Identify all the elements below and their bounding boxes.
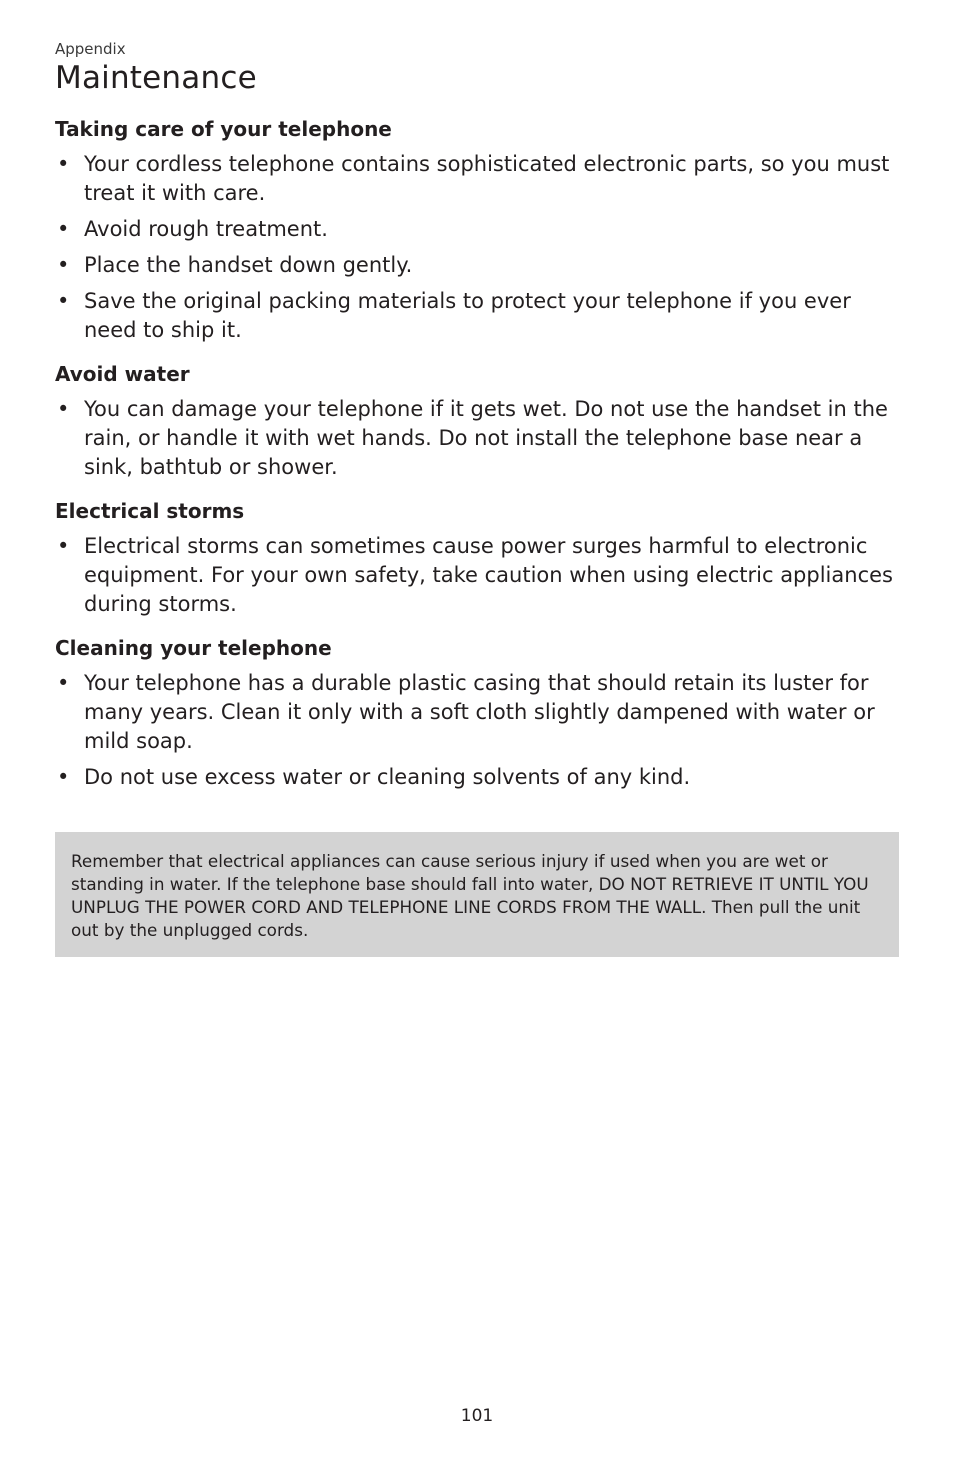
bullet-icon: • — [57, 671, 70, 695]
list-item — [55, 215, 899, 244]
bullet-icon: • — [57, 217, 70, 241]
bullet-icon: • — [57, 152, 70, 176]
list-item-text: Your telephone has a durable plastic casing that should retain its luster for many years. Clean it only with a soft cloth slightly dampened with water or mild soap. — [84, 671, 875, 753]
list-item — [55, 395, 899, 482]
list-item-text: Save the original packing materials to protect your telephone if you ever need to ship it. — [84, 289, 851, 342]
list-item-text: Electrical storms can sometimes cause power surges harmful to electronic equipment. For your own safety, take caution when using electric appliances during storms. — [84, 534, 893, 616]
list-item — [55, 150, 899, 208]
list-item — [55, 669, 899, 756]
bullet-icon: • — [57, 534, 70, 558]
section-avoid-water — [55, 361, 899, 482]
warning-note: Remember that electrical appliances can cause serious injury if used when you are wet or standing in water. If the telephone base should fall into water, DO NOT RETRIEVE IT UNTIL YOU UNPLUG THE POWER CORD AND TELEPHONE LINE CORDS FROM THE WALL. Then pull the unit out by the unplugged cords. — [55, 832, 899, 957]
bullet-icon: • — [57, 289, 70, 313]
bullet-icon: • — [57, 765, 70, 789]
section-taking-care — [55, 116, 899, 345]
content — [55, 116, 899, 808]
section-label: Appendix — [55, 40, 126, 58]
list-item-text: Do not use excess water or cleaning solvents of any kind. — [84, 765, 691, 789]
bullet-list — [55, 395, 899, 482]
list-item — [55, 287, 899, 345]
bullet-icon: • — [57, 253, 70, 277]
bullet-icon: • — [57, 397, 70, 421]
section-heading: Cleaning your telephone — [55, 636, 332, 660]
list-item-text: Your cordless telephone contains sophisticated electronic parts, so you must treat it with care. — [84, 152, 890, 205]
list-item-text: Avoid rough treatment. — [84, 217, 328, 241]
list-item — [55, 251, 899, 280]
bullet-list — [55, 532, 899, 619]
list-item — [55, 763, 899, 792]
bullet-list — [55, 150, 899, 345]
list-item-text: Place the handset down gently. — [84, 253, 413, 277]
page-title: Maintenance — [55, 60, 257, 96]
list-item — [55, 532, 899, 619]
list-item-text: You can damage your telephone if it gets wet. Do not use the handset in the rain, or handle it with wet hands. Do not install the telephone base near a sink, bathtub or shower. — [84, 397, 888, 479]
section-cleaning — [55, 635, 899, 792]
page-number: 101 — [460, 1406, 494, 1426]
section-electrical-storms — [55, 498, 899, 619]
section-heading: Avoid water — [55, 362, 190, 386]
section-heading: Electrical storms — [55, 499, 245, 523]
section-heading: Taking care of your telephone — [55, 117, 392, 141]
bullet-list — [55, 669, 899, 792]
